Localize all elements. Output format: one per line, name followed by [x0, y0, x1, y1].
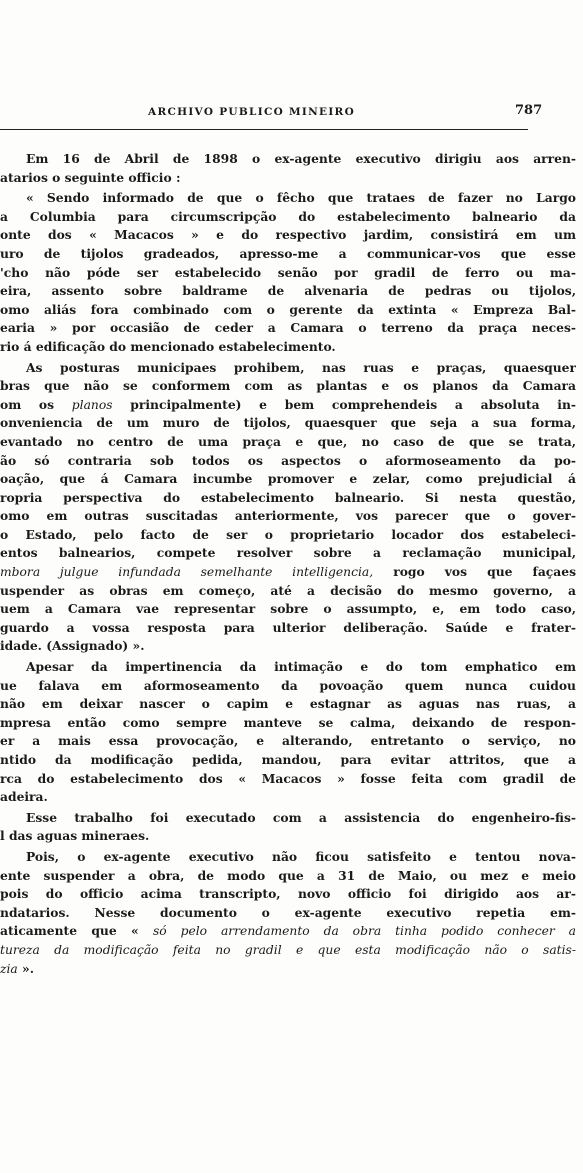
line-text: pois do officio acima transcripto, novo officio foi dirigido aos ar- — [0, 886, 576, 902]
line-text: uro de tijolos gradeados, apresso-me a communicar-vos que esse — [0, 245, 576, 261]
paragraph-gap — [0, 978, 576, 980]
text-line — [0, 619, 576, 638]
line-text: onveniencia de um muro de tijolos, quaesquer que seja a sua forma, — [0, 415, 576, 431]
text-line — [0, 788, 576, 807]
text-line — [0, 600, 576, 619]
line-text: aticamente que « — [0, 923, 153, 939]
italic-text: zia — [0, 961, 18, 976]
line-text: idade. (Assignado) ». — [0, 638, 145, 654]
text-line — [0, 770, 576, 789]
text-line — [0, 885, 576, 904]
line-text: omo aliás fora combinado com o gerente da extinta « Empreza Bal- — [0, 301, 576, 317]
text-line — [0, 960, 576, 979]
body-text — [0, 150, 576, 980]
text-line — [0, 848, 576, 867]
text-line — [0, 941, 576, 960]
line-text: rio á edificação do mencionado estabelecimento. — [0, 338, 336, 354]
line-text: Pois, o ex-agente executivo não ficou satisfeito e tentou nova- — [26, 848, 576, 864]
line-text: omo em outras suscitadas anteriormente, vos parecer que o gover- — [0, 508, 576, 524]
text-line — [0, 507, 576, 526]
italic-text: planos — [71, 397, 113, 412]
line-text: o Estado, pelo facto de ser o proprietario locador dos estabeleci- — [0, 526, 576, 542]
line-text: a Columbia para circumscripção do estabelecimento balneario da — [0, 208, 576, 224]
text-line — [0, 677, 576, 696]
line-text: não em deixar nascer o capim e estagnar as aguas nas ruas, a — [0, 696, 576, 712]
line-text: eira, assento sobre baldrame de alvenaria de pedras ou tijolos, — [0, 283, 576, 299]
line-text: adeira. — [0, 789, 48, 805]
line-text: evantado no centro de uma praça e que, no caso de que se trata, — [0, 433, 576, 449]
line-text: ropria perspectiva do estabelecimento balneario. Si nesta questão, — [0, 489, 576, 505]
text-line — [0, 695, 576, 714]
text-line — [0, 377, 576, 396]
text-line — [0, 169, 576, 188]
line-text: « Sendo informado de que o fêcho que trataes de fazer no Largo — [26, 190, 576, 206]
text-line — [0, 319, 576, 338]
line-text: uem a Camara vae representar sobre o assumpto, e, em todo caso, — [0, 601, 576, 617]
line-text: ue falava em aformoseamento da povoação quem nunca cuidou — [0, 677, 576, 693]
text-line — [0, 922, 576, 941]
header-rule — [0, 129, 528, 130]
line-text: rca do estabelecimento dos « Macacos » fosse feita com gradil de — [0, 770, 576, 786]
italic-text: tureza da modificação feita no gradil e que esta modificação não o satis- — [0, 942, 576, 957]
line-text: mpresa então como sempre manteve se calma, deixando de respon- — [0, 714, 576, 730]
text-line — [0, 751, 576, 770]
line-text: oação, que á Camara incumbe promover e zelar, como prejudicial á — [0, 471, 576, 487]
line-text: earia » por occasião de ceder a Camara o terreno da praça neces- — [0, 320, 576, 336]
italic-text: só pelo arrendamento da obra tinha podido conhecer a — [152, 924, 576, 939]
line-text: Em 16 de Abril de 1898 o ex-agente executivo dirigiu aos arren- — [26, 151, 576, 166]
text-line — [0, 245, 576, 264]
line-text: er a mais essa provocação, e alterando, entretanto o serviço, no — [0, 733, 576, 749]
text-line — [0, 264, 576, 283]
paragraph — [0, 189, 576, 356]
text-line — [0, 226, 576, 245]
text-line — [0, 637, 576, 656]
text-line — [0, 827, 576, 846]
text-line — [0, 470, 576, 489]
text-line — [0, 301, 576, 320]
line-text: ntido da modificação pedida, mandou, para evitar attritos, que a — [0, 752, 576, 767]
text-line — [0, 282, 576, 301]
paragraph — [0, 150, 576, 187]
line-text: atarios o seguinte officio : — [0, 169, 181, 185]
line-text: As posturas municipaes prohibem, nas ruas e praças, quaesquer — [26, 359, 576, 375]
line-text: l das aguas mineraes. — [0, 828, 150, 844]
line-text: rogo vos que façaes — [373, 564, 576, 580]
line-text: bras que não se conformem com as plantas e os planos da Camara — [0, 378, 576, 394]
line-text: ão só contraria sob todos os aspectos o aformoseamento da po- — [0, 452, 576, 468]
line-text: ente suspender a obra, de modo que a 31 de Maio, ou mez e meio — [0, 867, 576, 883]
line-text: ndatarios. Nesse documento o ex-agente executivo repetia em- — [0, 904, 576, 920]
text-line — [0, 150, 576, 169]
line-text: guardo a vossa resposta para ulterior deliberação. Saúde e frater- — [0, 619, 576, 635]
text-line — [0, 489, 576, 508]
line-text: Apesar da impertinencia da intimação e do tom emphatico em — [26, 659, 576, 675]
line-text: uspender as obras em começo, até a decisão do mesmo governo, a — [0, 582, 576, 598]
text-line — [0, 526, 576, 545]
text-line — [0, 732, 576, 751]
text-line — [0, 396, 576, 415]
text-line — [0, 544, 576, 563]
text-line — [0, 433, 576, 452]
text-line — [0, 563, 576, 582]
line-text: Esse trabalho foi executado com a assistencia do engenheiro-fis- — [26, 809, 576, 825]
text-line — [0, 338, 576, 357]
text-line — [0, 414, 576, 433]
line-text: principalmente) e bem comprehendeis a absoluta in- — [112, 396, 576, 412]
text-line — [0, 714, 576, 733]
italic-text: mbora julgue infundada semelhante intelligencia, — [0, 565, 374, 580]
text-line — [0, 867, 576, 886]
line-text: ». — [17, 960, 34, 976]
line-text: onte dos « Macacos » e do respectivo jardim, consistirá em um — [0, 227, 576, 243]
running-title: ARCHIVO PUBLICO MINEIRO — [148, 106, 356, 118]
text-line — [0, 208, 576, 227]
text-line — [0, 359, 576, 378]
page-number: 787 — [515, 103, 543, 118]
paragraph — [0, 658, 576, 807]
text-line — [0, 452, 576, 471]
text-line — [0, 582, 576, 601]
line-text: om os — [0, 396, 72, 412]
paragraph — [0, 359, 576, 657]
text-line — [0, 809, 576, 828]
text-line — [0, 189, 576, 208]
line-text: 'cho não póde ser estabelecido senão por gradil de ferro ou ma- — [0, 264, 576, 280]
text-line — [0, 658, 576, 677]
paragraph — [0, 809, 576, 846]
paragraph — [0, 848, 576, 978]
text-line — [0, 904, 576, 923]
line-text: entos balnearios, compete resolver sobre a reclamação municipal, — [0, 545, 576, 561]
